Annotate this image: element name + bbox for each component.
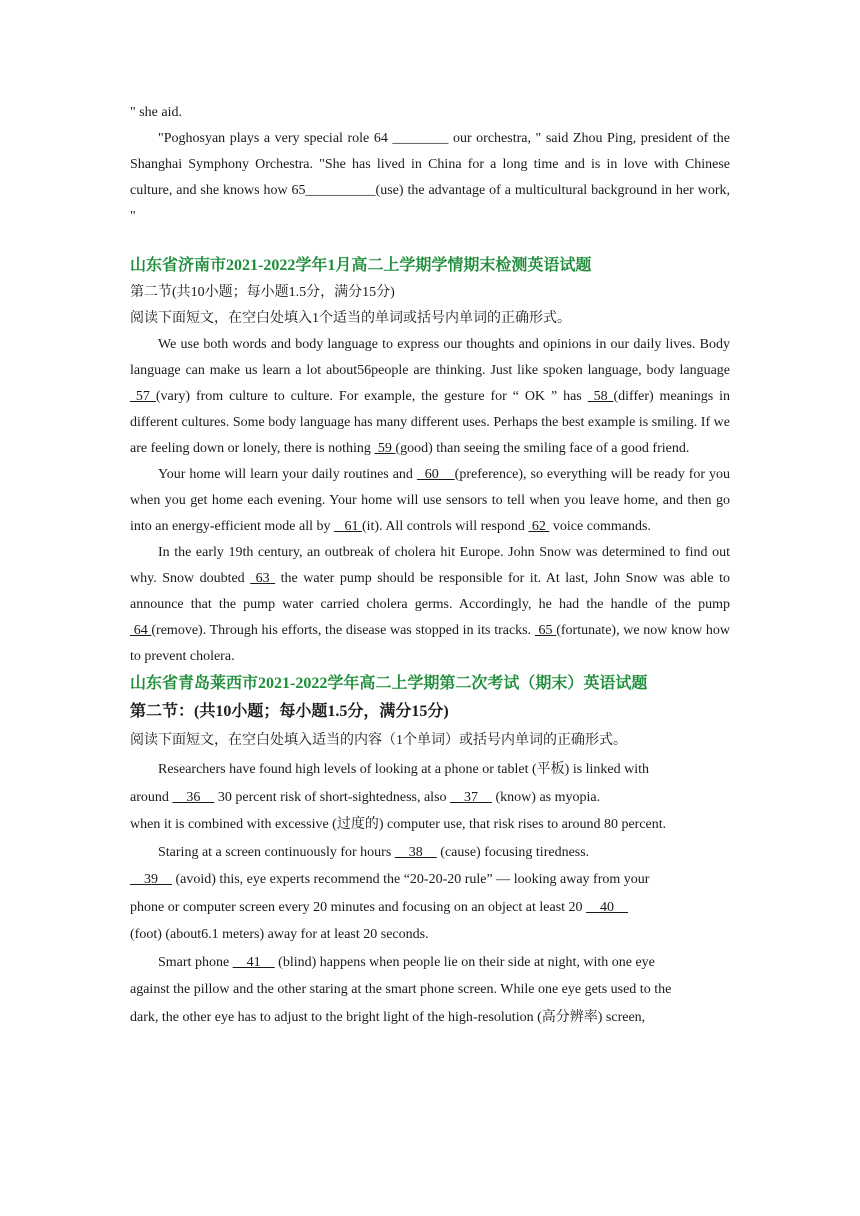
blank-65: 65 xyxy=(534,623,557,638)
blank-62: 62 xyxy=(528,519,550,534)
blank-58: 58 xyxy=(587,389,614,404)
blank-63: 63 xyxy=(250,571,276,586)
passage-line: around 36 30 percent risk of short-sightedness, also 37 (know) as myopia. xyxy=(130,789,601,805)
section-subheading: 第二节(共10小题；每小题1.5分，满分15分) xyxy=(130,285,395,300)
blank-41: 41 xyxy=(232,954,275,970)
instruction-text: 阅读下面短文，在空白处填入适当的内容（1个单词）或括号内单词的正确形式。 xyxy=(130,733,627,748)
passage-paragraph-cholera: In the early 19th century, an outbreak of cholera hit Europe. John Snow was determined to find out why. Snow doubted 63 the water pump should be responsible for it. At last, John Snow was able to announce that the pump water carried cholera germs. Accordingly, he had the handle of the pump 64 (remove). Through his efforts, the disease was stopped in its tracks. 65 (fortunate), we now know how to prevent cholera. xyxy=(130,545,731,664)
blank-61: 61 xyxy=(333,519,362,534)
passage-line: when it is combined with excessive (过度的) computer use, that risk rises to around 80 percent. xyxy=(130,817,667,832)
passage-line: Researchers have found high levels of looking at a phone or tablet (平板) is linked with xyxy=(158,762,650,777)
blank-38: 38 xyxy=(394,844,437,860)
blank-57: 57 xyxy=(130,389,156,404)
blank-40: 40 xyxy=(586,899,629,915)
blank-64: 64 xyxy=(130,623,152,638)
passage-paragraph-smart-home: Your home will learn your daily routines and 60 (preference), so everything will be ready for you when you get home each evening. Your home will use sensors to tell when you leave home, and then go into an energy-efficient mode all by 61 (it). All controls will respond 62 voice commands. xyxy=(130,467,730,534)
section-subheading-bold: 第二节：(共10小题；每小题1.5分，满分15分) xyxy=(130,703,449,720)
blank-37: 37 xyxy=(450,789,493,805)
passage-line: against the pillow and the other staring at the smart phone screen. While one eye gets used to the xyxy=(130,982,672,997)
passage-line: dark, the other eye has to adjust to the bright light of the high-resolution (高分辨率) screen, xyxy=(130,1009,646,1025)
blank-39: 39 xyxy=(130,872,172,887)
passage-line: Smart phone 41 (blind) happens when people lie on their side at night, with one eye xyxy=(158,954,655,970)
blank-36: 36 xyxy=(172,789,215,805)
blank-59: 59 xyxy=(374,441,396,456)
passage-line: phone or computer screen every 20 minutes and focusing on an object at least 20 40 xyxy=(130,899,629,915)
passage-paragraph: "Poghosyan plays a very special role 64 ________ our orchestra, " said Zhou Ping, president of the Shanghai Symphony Orchestra. "She has lived in China for a long time and is in love with Chinese culture, and she knows how 65__________(use) the advantage of a multicultural background in her work, " xyxy=(130,131,730,224)
instruction-text: 阅读下面短文，在空白处填入1个适当的单词或括号内单词的正确形式。 xyxy=(130,311,571,326)
blank-60: 60 xyxy=(416,467,455,482)
quote-end-line: " she aid. xyxy=(130,105,182,120)
passage-line: 39 (avoid) this, eye experts recommend the “20-20-20 rule” — looking away from your xyxy=(130,872,650,887)
passage-line: (foot) (about6.1 meters) away for at least 20 seconds. xyxy=(130,927,429,942)
section-heading-jinan: 山东省济南市2021-2022学年1月高二上学期学情期末检测英语试题 xyxy=(130,257,592,274)
section-heading-laixi: 山东省青岛莱西市2021-2022学年高二上学期第二次考试（期末）英语试题 xyxy=(130,675,648,692)
passage-line: Staring at a screen continuously for hours 38 (cause) focusing tiredness. xyxy=(158,844,590,860)
document-content xyxy=(130,100,730,1031)
passage-paragraph-body-language: We use both words and body language to express our thoughts and opinions in our daily lives. Body language can make us learn a lot about56people are thinking. Just like spoken language, body language 57 (vary) from culture to culture. For example, the gesture for “ OK ” has 58 (differ) meanings in different cultures. Some body language has many different uses. Perhaps the best example is smiling. If we are feeling down or lonely, there is nothing 59 (good) than seeing the smiling face of a good friend. xyxy=(130,337,731,456)
